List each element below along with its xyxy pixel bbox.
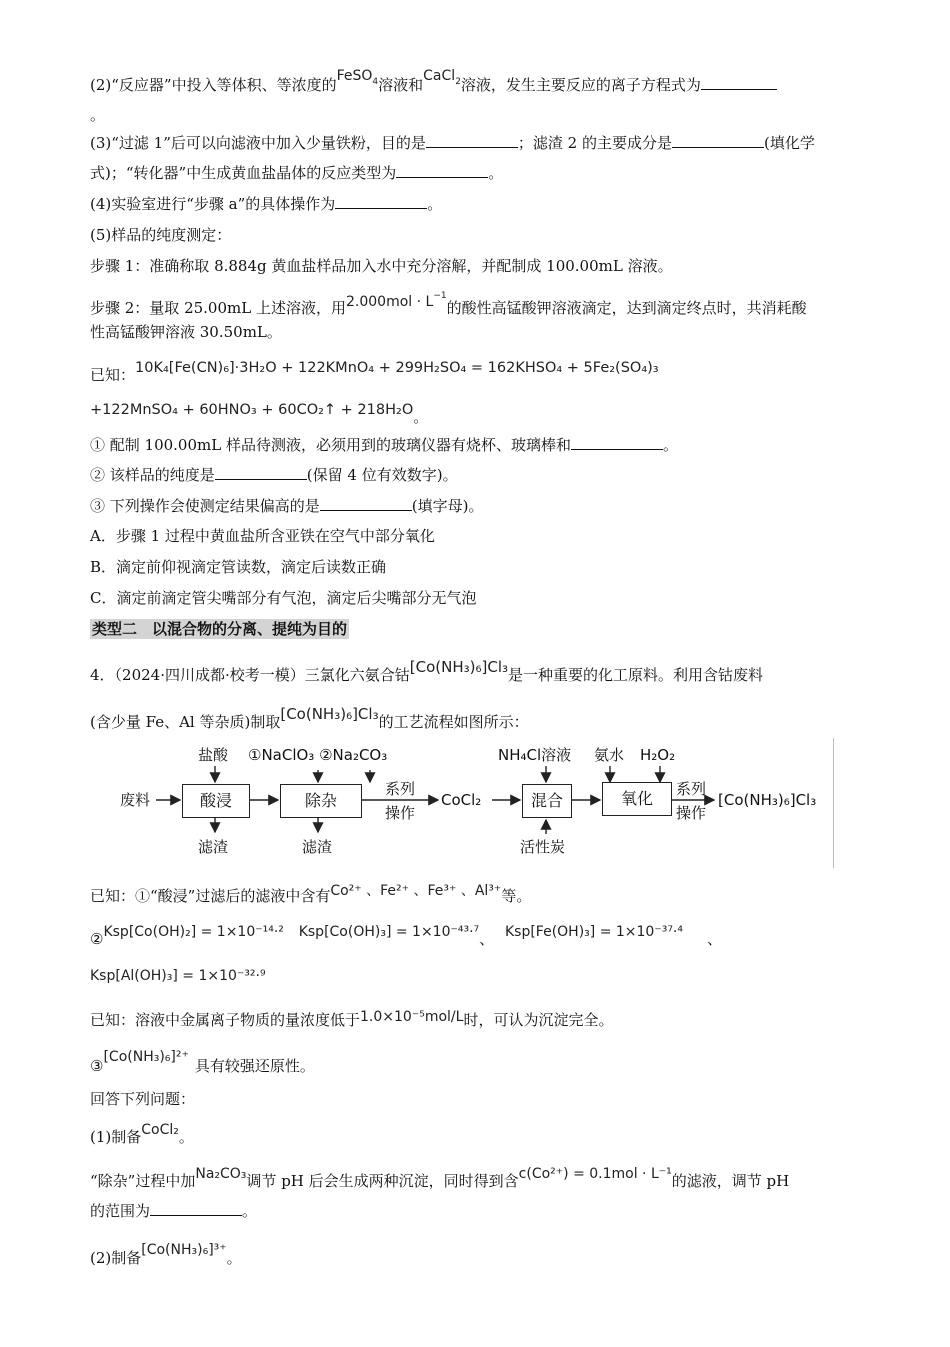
- label-series-op-2b: 操作: [676, 804, 707, 822]
- label-series-op-2a: 系列: [676, 780, 707, 798]
- section-heading: 类型二 以混合物的分离、提纯为目的: [92, 620, 348, 638]
- ion-list: Co²⁺ 、Fe²⁺ 、Fe³⁺ 、Al³⁺: [330, 883, 502, 899]
- answer-blank[interactable]: [672, 133, 764, 148]
- known-complete-precipitation: 已知：溶液中金属离子物质的量浓度低于1.0×10⁻⁵mol/L时，可认为沉淀完全。: [90, 1009, 614, 1029]
- formula-concentration: $2.000mol \cdot L^{-1}$: [345, 291, 447, 310]
- answer-blank[interactable]: [426, 133, 518, 148]
- process-flowchart: [100, 738, 840, 868]
- step-acid-leach: 酸浸: [182, 784, 250, 818]
- known-ions: 已知：①“酸浸”过滤后的滤液中含有Co²⁺ 、Fe²⁺ 、Fe³⁺ 、Al³⁺等。: [90, 883, 532, 905]
- q5-step2-cont: 性高锰酸钾溶液 30.50mL。: [90, 323, 282, 341]
- problem-4-line2: (含少量 Fe、Al 等杂质)制取[Co(NH₃)₆]Cl₃的工艺流程如图所示：: [90, 705, 529, 731]
- formula-cacl2: CaCl$_2$: [423, 68, 461, 87]
- label-cocl2: CoCl₂: [441, 791, 482, 809]
- known-ksp-al: [90, 964, 266, 987]
- sub-question-3: ③ 下列操作会使测定结果偏高的是 (填字母)。: [90, 497, 484, 515]
- label-reagents: ①NaClO₃ ②Na₂CO₃: [248, 746, 388, 764]
- answer-part-2: (2)制备[Co(NH₃)₆]³⁺。: [90, 1242, 242, 1267]
- step-impurity-removal: 除杂: [280, 784, 362, 818]
- sub-question-1: ① 配制 100.00mL 样品待测液，必须用到的玻璃仪器有烧杯、玻璃棒和 。: [90, 436, 678, 454]
- label-h2o2: H₂O₂: [640, 746, 676, 764]
- sub-question-2: ② 该样品的纯度是 (保留 4 位有效数字)。: [90, 466, 458, 484]
- step-oxidation: 氧化: [602, 782, 672, 816]
- known-reducing: ③[Co(NH₃)₆]²⁺ 具有较强还原性。: [90, 1049, 315, 1075]
- label-activated-carbon: 活性炭: [520, 838, 566, 856]
- label-hydrochloric-acid: 盐酸: [198, 746, 229, 764]
- formula-co-complex: [Co(NH₃)₆]Cl₃: [409, 658, 509, 676]
- ksp-al-oh-3: Ksp[Al(OH)₃] = 1×10⁻³²·⁹: [90, 968, 266, 984]
- ksp-co-oh-3: Ksp[Co(OH)₃] = 1×10⁻⁴³·⁷: [298, 924, 480, 940]
- label-product: [Co(NH₃)₆]Cl₃: [718, 791, 817, 809]
- problem-4-line1: 4．（2024·四川成都·校考一模）三氯化六氨合钴[Co(NH₃)₆]Cl₃是一种重要的化工原料。利用含钴废料: [90, 658, 764, 684]
- formula-co-concentration: c(Co²⁺) = 0.1mol · L⁻¹: [518, 1166, 672, 1182]
- formula-co-complex: [Co(NH₃)₆]Cl₃: [280, 705, 379, 723]
- q3-line1: (3)“过滤 1”后可以向滤液中加入少量铁粉，目的是 ；滤渣 2 的主要成分是 (填化学: [90, 134, 815, 152]
- q5-step2: 步骤 2：量取 25.00mL 上述溶液，用$2.000mol \cdot L^{-1}$的酸性高锰酸钾溶液滴定，达到滴定终点时，共消耗酸: [90, 291, 807, 317]
- ksp-fe-oh-3: Ksp[Fe(OH)₃] = 1×10⁻³⁷·⁴: [504, 924, 683, 940]
- label-residue-1: 滤渣: [198, 838, 229, 856]
- q2-period: 。: [90, 106, 106, 124]
- formula-na2co3: Na₂CO₃: [195, 1166, 247, 1182]
- q3-line2: 式)；“转化器”中生成黄血盐晶体的反应类型为 。: [90, 164, 504, 182]
- formula-co-complex-3plus: [Co(NH₃)₆]³⁺: [141, 1242, 227, 1258]
- label-waste: 废料: [120, 791, 151, 809]
- answer-blank[interactable]: [215, 465, 307, 480]
- step-mix: 混合: [522, 784, 572, 818]
- label-nh4cl: NH₄Cl溶液: [498, 746, 572, 764]
- known-equation-2: +122MnSO₄ + 60HNO₃ + 60CO₂↑ + 218H₂O。: [90, 402, 429, 426]
- answer-blank[interactable]: [150, 1201, 242, 1216]
- label-residue-2: 滤渣: [302, 838, 333, 856]
- answer-ph-line2: 的范围为 。: [90, 1202, 258, 1220]
- q5-step1: 步骤 1：准确称取 8.884g 黄血盐样品加入水中充分溶解，并配制成 100.00mL 溶液。: [90, 257, 673, 275]
- label-series-op-1b: 操作: [385, 804, 416, 822]
- answer-blank[interactable]: [320, 496, 412, 511]
- known-ksp-line: ②Ksp[Co(OH)₂] = 1×10⁻¹⁴·² Ksp[Co(OH)₃] = 1×10⁻⁴³·⁷、 Ksp[Fe(OH)₃] = 1×10⁻³⁷·⁴ 、: [90, 924, 723, 948]
- answer-blank[interactable]: [701, 75, 777, 90]
- concentration-threshold: 1.0×10⁻⁵mol/L: [360, 1009, 464, 1025]
- option-c: C．滴定前滴定管尖嘴部分有气泡，滴定后尖嘴部分无气泡: [90, 589, 477, 607]
- answer-blank[interactable]: [571, 435, 663, 450]
- ksp-co-oh-2: Ksp[Co(OH)₂] = 1×10⁻¹⁴·²: [103, 924, 284, 940]
- answer-ph-line1: “除杂”过程中加Na₂CO₃调节 pH 后会生成两种沉淀，同时得到含c(Co²⁺) = 0.1mol · L⁻¹的滤液，调节 pH: [90, 1166, 790, 1190]
- q5-title: (5)样品的纯度测定：: [90, 226, 232, 244]
- answer-part-1: (1)制备CoCl₂。: [90, 1122, 194, 1146]
- label-ammonia: 氨水: [594, 746, 625, 764]
- option-a: A．步骤 1 过程中黄血盐所含亚铁在空气中部分氧化: [90, 527, 435, 545]
- q4-line: (4)实验室进行“步骤 a”的具体操作为 。: [90, 195, 443, 213]
- formula-feso4: FeSO$_4$: [336, 68, 379, 87]
- equation-line-2: +122MnSO₄ + 60HNO₃ + 60CO₂↑ + 218H₂O: [90, 402, 414, 418]
- q2-line: (2)“反应器”中投入等体积、等浓度的FeSO$_4$溶液和CaCl$_2$溶液，发生主要反应的离子方程式为: [90, 74, 777, 103]
- formula-cocl2: CoCl₂: [141, 1122, 179, 1138]
- answer-blank[interactable]: [335, 194, 427, 209]
- formula-co-complex-2plus: [Co(NH₃)₆]²⁺: [103, 1049, 189, 1065]
- label-series-op-1a: 系列: [385, 780, 416, 798]
- equation-line-1: 10K₄[Fe(CN)₆]·3H₂O + 122KMnO₄ + 299H₂SO₄ = 162KHSO₄ + 5Fe₂(SO₄)₃: [135, 360, 659, 376]
- answer-intro: 回答下列问题：: [90, 1090, 196, 1108]
- answer-blank[interactable]: [396, 163, 488, 178]
- option-b: B．滴定前仰视滴定管读数，滴定后读数正确: [90, 558, 387, 576]
- known-equation-1: 已知：10K₄[Fe(CN)₆]·3H₂O + 122KMnO₄ + 299H₂SO₄ = 162KHSO₄ + 5Fe₂(SO₄)₃: [90, 360, 659, 384]
